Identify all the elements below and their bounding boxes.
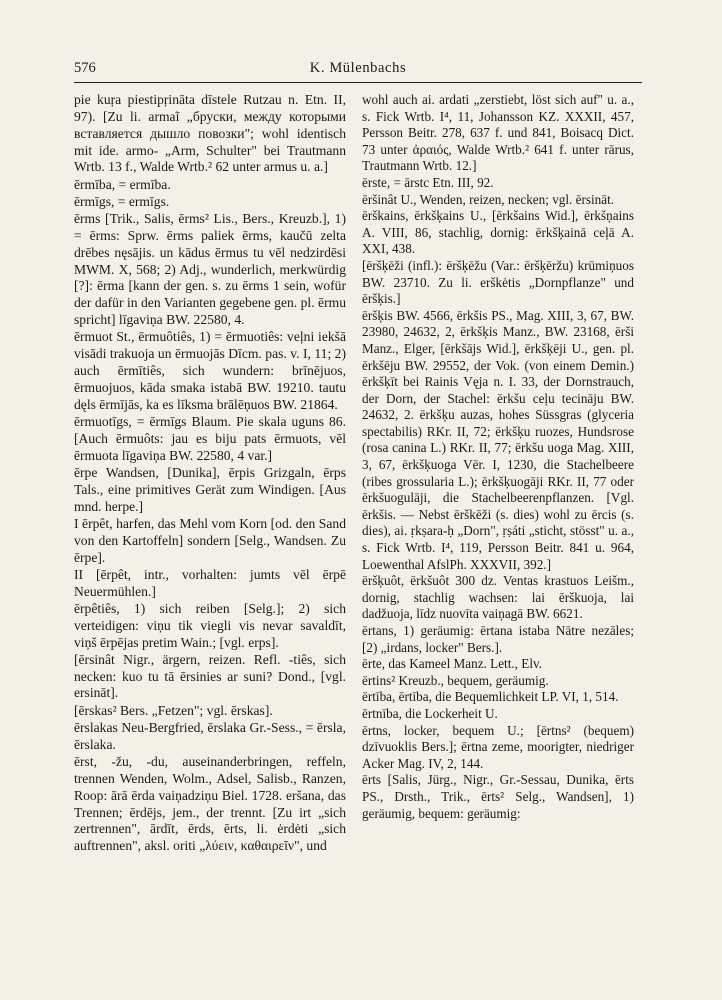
dictionary-entry: ērslakas Neu-Bergfried, ērslaka Gr.-Sess., = ērsla, ērslaka. bbox=[74, 719, 346, 752]
dictionary-entry: [ēršķēži (infl.): ēršķēžu (Var.: ēršķēržu) krūmiņuos BW. 23710. Zu li. erškėtis „Dornpflanze" und ēršķis.] bbox=[362, 257, 634, 307]
dictionary-entry: ērts [Salis, Jürg., Nigr., Gr.-Sessau, Dunika, ērts PS., Drsth., Trik., ērts² Selg., Wandsen], 1) geräumig, bequem: geräumig: bbox=[362, 772, 634, 821]
dictionary-entry: wohl auch ai. ardati „zerstiebt, löst sich auf" u. a., s. Fick Wrtb. I⁴, 11, Johansson KZ. XXXII, 457, Persson Beitr. 278, 637 f. und 841, Boisacq Dict. 73 unter ἀραιός, Walde Wrtb.² 641 f. unter rārus, Trautmann Wrtb. 12.] bbox=[362, 92, 634, 174]
dictionary-entry: ērms [Trik., Salis, ērms² Lis., Bers., Kreuzb.], 1) = ērms: Sprw. ērms paliek ērms, kaučū zelta drēbes nęsājis. un kādus ērmus tu vēl nedzirdēsi MWM. X, 568; 2) Adj., wunderlich, merkwürdig [?]: ērma [kann der gen. s. zu ērms 1 sein, wofür der dafür in den Varianten gegebene gen. pl. ērmu spricht] līgaviņa BW. 22580, 4. bbox=[74, 211, 346, 328]
dictionary-entry: ēršķis BW. 4566, ērkšis PS., Mag. XIII, 3, 67, BW. 23980, 24632, 2, ērkšķis Manz., BW. 23168, ērši Manz., Elger, [ērkšājs Wid.], ērkšķēji U., gen. pl. ērkšēju BW. 29552, der Vok. (von einem Demin.) ērkšķīt bei Rainis Vęja n. I. 33, der Dornstrauch, der Dorn, der Stachel: ērkšu ceļu tecināju BW. 24632, 2. ērkšķu auzas, hohes Süssgras (glyceria spectabilis) RKr. II, 72; ērkšķu ruozes, Hundsrose (rosa canina L.) RKr. II, 77; ērkšu uoga Mag. XIII, 3, 67, ērkšķuoga Vēr. I, 1230, die Stachelbeere (ribes grossularia L.); ērkšķuogāji RKr. II, 77 oder ērkšuogulāji, die Stachelbeerenpflanzen. [Vgl. ērkšis. — Nebst ērškēži (s. dies) wohl zu ērcis (s. dies), ai. ṛkṣara-ḥ „Dorn", ṛṣáti „sticht, stösst" u. a., s. Fick Wrtb. I⁴, 119, Persson Beitr. 841 u. 964, Loewenthal AfslPh. XXXVII, 392.] bbox=[362, 307, 634, 572]
dictionary-entry: ērškains, ērkšķains U., [ērkšains Wid.], ērkšņains A. VIII, 86, stachlig, dornig: ērkšķainā ceļā A. XXI, 438. bbox=[362, 208, 634, 257]
dictionary-entry: ērpêtiês, 1) sich reiben [Selg.]; 2) sich verteidigen: viņu tik viegli vis nevar savaldīt, viņš ērpējas pretim Wain.; [vgl. erps]. bbox=[74, 600, 346, 650]
dictionary-entry: ērste, = ārstc Etn. III, 92. bbox=[362, 174, 494, 190]
dictionary-entry: ēršinât U., Wenden, reizen, necken; vgl. ērsināt. bbox=[362, 191, 615, 207]
running-title: K. Mülenbachs bbox=[309, 60, 407, 76]
dictionary-entry: ērte, das Kameel Manz. Lett., Elv. bbox=[362, 656, 543, 672]
right-column bbox=[362, 92, 634, 822]
dictionary-entry: ēršķuôt, ērkšuôt 300 dz. Ventas krastuos Leišm., dornig, stachlig wachsen: lai ērškuoja, lai dadžuoja, līdz nuovīta vaiņagā BW. 6621. bbox=[362, 573, 634, 622]
dictionary-entry: pie kuŗa piestipŗināta dīstele Rutzau n. Etn. II, 97). [Zu li. armaĩ „бруски, между которыми вставляется дышло повозки"; wohl identisch mit ide. armo- „Arm, Schulter" bei Trautmann Wrtb. 13 f., Walde Wrtb.² 62 unter armus u. a.] bbox=[74, 92, 346, 175]
dictionary-entry: ērmība, = ermība. bbox=[74, 176, 171, 192]
dictionary-entry: ērtins² Kreuzb., bequem, geräumig. bbox=[362, 672, 549, 688]
dictionary-entry: ērtns, locker, bequem U.; [ērtns² (bequem) dzīvuoklis Bers.]; ērtna zeme, moorigter, niedriger Acker Mag. IV, 2, 144. bbox=[362, 722, 634, 771]
dictionary-entry: ērmuot St., ērmuôtiês, 1) = ērmuotiês: veļni iekšā visādi trakuoja un ērmuojās Dīcm. pas. v. I, 11; 2) auch ērmītiês, sich wundern: brīnējuos, ērmuojuos, kāda smaka istabā BW. 19210. tautu dęls ērmījās, ka es līksma brālēņuos BW. 21864. bbox=[74, 329, 346, 412]
dictionary-entry: ērtība, ērtība, die Bequemlichkeit LP. VI, 1, 514. bbox=[362, 689, 619, 705]
dictionary-entry: ērtans, 1) geräumig: ērtana istaba Nātre nezāles; [2) „irdans, locker" Bers.]. bbox=[362, 623, 634, 655]
dictionary-entry: ērpe Wandsen, [Dunika], ērpis Grizgaln, ērps Tals., eine primitives Gerät zum Windigen. [Aus mnd. herpe.] bbox=[74, 464, 346, 514]
dictionary-entry: ērst, -žu, -du, auseinanderbringen, reffeln, trennen Wenden, Wolm., Adsel, Salisb., Ranzen, Roop: ārā ērda vaiņadziņu Biel. 1728. eršana, das Trennen; ērdējs, jem., der trennt. [Zu irt „sich zertrennen", ārdīt, ērds, ērts, li. ėrdėti „sich auftrennen", aksl. oriti „λύειν, καθαιρεῖν", und bbox=[74, 753, 346, 854]
dictionary-entry: ērmīgs, = ermīgs. bbox=[74, 193, 170, 209]
dictionary-entry: [ērskas² Bers. „Fetzen"; vgl. ērskas]. bbox=[74, 702, 273, 718]
dictionary-entry: ērmuotīgs, = ērmīgs Blaum. Pie skala uguns 86. [Auch ērmuôts: jau es biju pats ērmuots, vēl ērmuota līgaviņa BW. 22580, 4 var.] bbox=[74, 413, 346, 463]
dictionary-entry: [ērsinât Nigr., ärgern, reizen. Refl. -tiês, sich necken: kuo tu tā ērsinies ar suni? Dond., [vgl. ersināt]. bbox=[74, 651, 346, 701]
dictionary-entry: II [ērpêt, intr., vorhalten: jumts vēl ērpē Neuermühlen.] bbox=[74, 566, 346, 599]
page-header bbox=[74, 58, 642, 83]
dictionary-entry: ērtnība, die Lockerheit U. bbox=[362, 705, 498, 721]
page-number: 576 bbox=[74, 60, 96, 76]
left-column bbox=[74, 92, 346, 855]
dictionary-entry: I ērpêt, harfen, das Mehl vom Korn [od. den Sand von den Kartoffeln] sondern [Selg., Wandsen. Zu ērpe]. bbox=[74, 515, 346, 565]
